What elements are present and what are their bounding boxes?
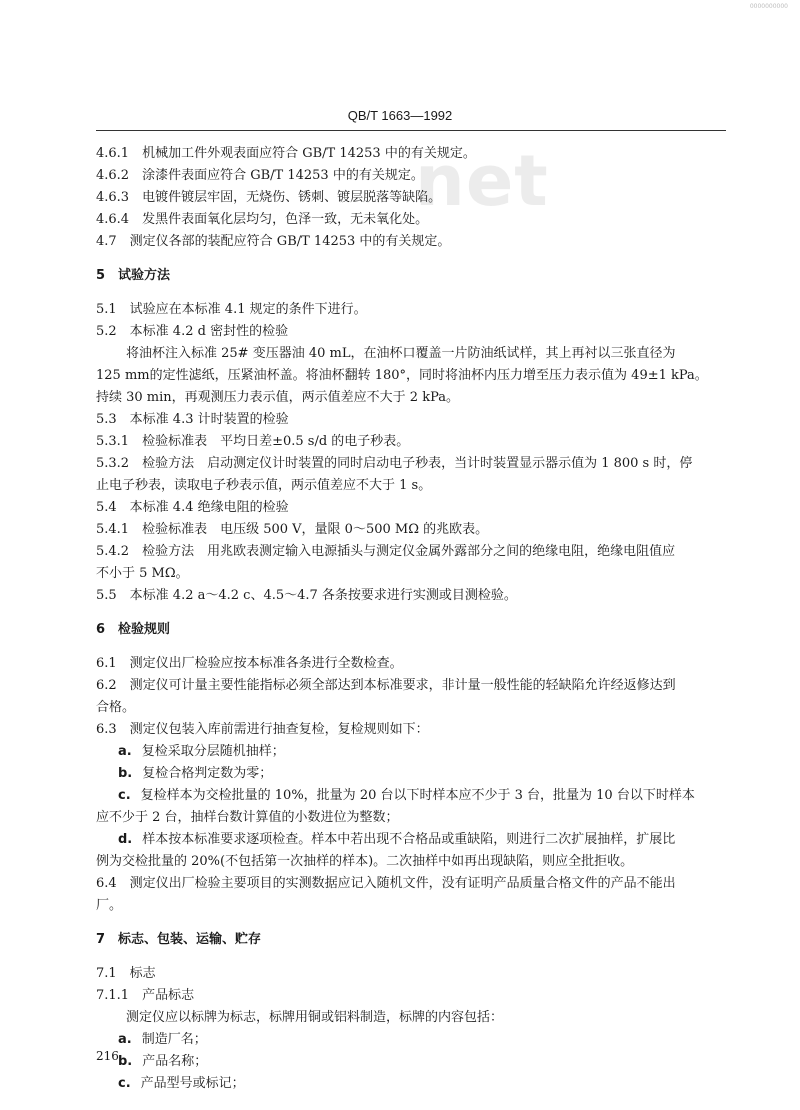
page-header: QB/T 1663—1992 xyxy=(347,108,453,123)
list-item-6-3-a xyxy=(96,741,726,763)
clause-5-3-2-line-1: 5.3.2 检验方法 启动测定仪计时装置的同时启动电子秒表，当计时装置显示器示值为 1 800 s 时，停 xyxy=(96,456,693,471)
list-letter: d. xyxy=(118,832,133,847)
clause-6-4-line-2: 厂。 xyxy=(96,898,123,913)
list-item-7-1-1-c xyxy=(96,1073,726,1095)
clause-4-7: 4.7 测定仪各部的装配应符合 GB/T 14253 中的有关规定。 xyxy=(96,234,451,249)
clause-5-3: 5.3 本标准 4.3 计时装置的检验 xyxy=(96,412,289,427)
list-item-6-3-d-cont: 例为交检批量的 20%(不包括第一次抽样的样本)。二次抽样中如再出现缺陷，则应全批拒收。 xyxy=(96,854,634,869)
list-letter: a. xyxy=(118,1032,132,1047)
section-7-heading: 7 标志、包装、运输、贮存 xyxy=(96,932,262,947)
document-body xyxy=(96,143,726,1095)
clause-5-4-2-line-1: 5.4.2 检验方法 用兆欧表测定输入电源插头与测定仪金属外露部分之间的绝缘电阻，绝缘电阻值应 xyxy=(96,544,676,559)
clause-5-4-2-line-2: 不小于 5 MΩ。 xyxy=(96,566,189,581)
clause-4-6-1: 4.6.1 机械加工件外观表面应符合 GB/T 14253 中的有关规定。 xyxy=(96,146,476,161)
clause-5-4: 5.4 本标准 4.4 绝缘电阻的检验 xyxy=(96,500,289,515)
list-text: 复检样本为交检批量的 10%，批量为 20 台以下时样本应不少于 3 台，批量为 10 台以下时样本 xyxy=(140,788,695,803)
list-letter: b. xyxy=(118,1054,133,1069)
clause-7-1-1-text: 测定仪应以标牌为标志，标牌用铜或铝料制造，标牌的内容包括： xyxy=(126,1010,504,1025)
list-text: 复检合格判定数为零； xyxy=(142,766,273,781)
list-letter: c. xyxy=(118,1076,131,1091)
list-text: 样本按本标准要求逐项检查。样本中若出现不合格品或重缺陷，则进行二次扩展抽样，扩展比 xyxy=(142,832,676,847)
clause-6-2-line-1: 6.2 测定仪可计量主要性能指标必须全部达到本标准要求，非计量一般性能的轻缺陷允许经返修达到 xyxy=(96,678,676,693)
list-text: 产品型号或标记； xyxy=(140,1076,245,1091)
clause-6-1: 6.1 测定仪出厂检验应按本标准各条进行全数检查。 xyxy=(96,656,403,671)
clause-5-1: 5.1 试验应在本标准 4.1 规定的条件下进行。 xyxy=(96,302,367,317)
list-text: 制造厂名； xyxy=(141,1032,207,1047)
clause-7-1: 7.1 标志 xyxy=(96,966,156,981)
clause-6-2-line-2: 合格。 xyxy=(96,700,136,715)
corner-mark: 0000000000 xyxy=(749,3,788,10)
list-item-7-1-1-b xyxy=(96,1051,726,1073)
list-letter: b. xyxy=(118,766,133,781)
header-rule xyxy=(96,130,726,131)
clause-4-6-2: 4.6.2 涂漆件表面应符合 GB/T 14253 中的有关规定。 xyxy=(96,168,424,183)
section-6-heading: 6 检验规则 xyxy=(96,622,171,637)
clause-5-2-text-2: 125 mm的定性滤纸，压紧油杯盖。将油杯翻转 180°，同时将油杯内压力增至压力表示值为 49±1 kPa。 xyxy=(96,368,708,383)
list-text: 复检采取分层随机抽样； xyxy=(141,744,285,759)
list-text: 产品名称； xyxy=(142,1054,208,1069)
list-item-6-3-b xyxy=(96,763,726,785)
clause-6-3: 6.3 测定仪包装入库前需进行抽查复检，复检规则如下： xyxy=(96,722,429,737)
section-5-heading: 5 试验方法 xyxy=(96,268,171,283)
list-item-6-3-c-cont: 应不少于 2 台，抽样台数计算值的小数进位为整数； xyxy=(96,810,399,825)
clause-4-6-3: 4.6.3 电镀件镀层牢固，无烧伤、锈刺、镀层脱落等缺陷。 xyxy=(96,190,442,205)
list-item-6-3-d xyxy=(96,829,726,851)
list-item-7-1-1-a xyxy=(96,1029,726,1051)
clause-5-2: 5.2 本标准 4.2 d 密封性的检验 xyxy=(96,324,289,339)
clause-6-4-line-1: 6.4 测定仪出厂检验主要项目的实测数据应记入随机文件，没有证明产品质量合格文件的产品不能出 xyxy=(96,876,676,891)
clause-5-5: 5.5 本标准 4.2 a～4.2 c、4.5～4.7 各条按要求进行实测或目测检验。 xyxy=(96,588,517,603)
clause-5-2-text-3: 持续 30 min，再观测压力表示值，两示值差应不大于 2 kPa。 xyxy=(96,390,459,405)
list-letter: a. xyxy=(118,744,132,759)
clause-5-2-text-1: 将油杯注入标准 25# 变压器油 40 mL，在油杯口覆盖一片防油纸试样，其上再衬以三张直径为 xyxy=(126,346,676,361)
watermark: net xyxy=(415,140,549,222)
clause-5-3-1: 5.3.1 检验标准表 平均日差±0.5 s/d 的电子秒表。 xyxy=(96,434,410,449)
clause-4-6-4: 4.6.4 发黑件表面氧化层均匀，色泽一致，无未氧化处。 xyxy=(96,212,429,227)
list-item-6-3-c xyxy=(96,785,726,807)
clause-7-1-1: 7.1.1 产品标志 xyxy=(96,988,195,1003)
page-number: 216 xyxy=(96,1049,119,1063)
list-letter: c. xyxy=(118,788,131,803)
clause-5-3-2-line-2: 止电子秒表，读取电子秒表示值，两示值差应不大于 1 s。 xyxy=(96,478,432,493)
clause-5-4-1: 5.4.1 检验标准表 电压级 500 V，量限 0～500 MΩ 的兆欧表。 xyxy=(96,522,489,537)
